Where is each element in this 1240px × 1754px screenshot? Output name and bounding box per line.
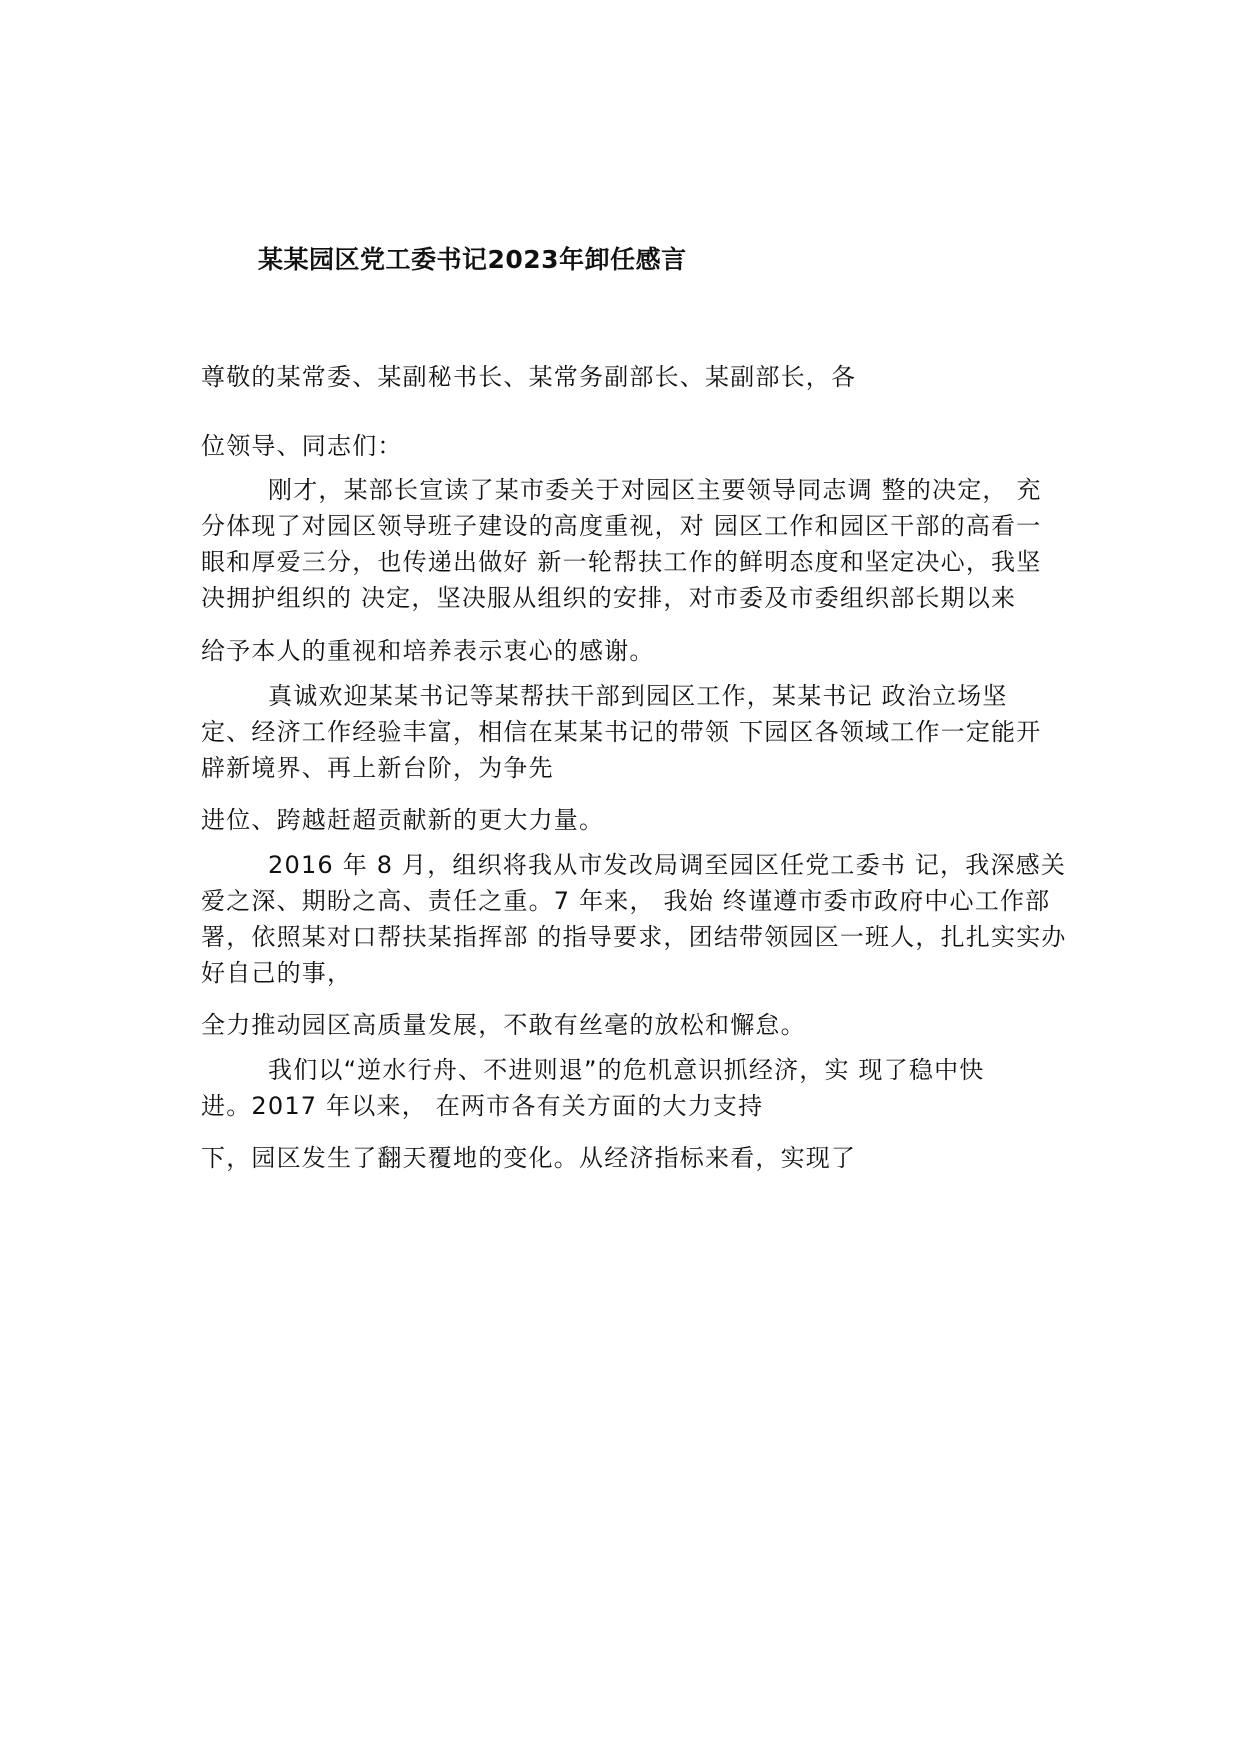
paragraph-line: 给予本人的重视和培养表示衷心的感谢。 [201,637,655,665]
paragraph-line: 2016 年 8 月，组织将我从市发改局调至园区任党工委书 记，我深感关 [268,851,1067,879]
paragraph-line: 眼和厚爱三分，也传递出做好 新一轮帮扶工作的鲜明态度和坚定决心，我坚 [201,548,1042,576]
paragraph-line: 署，依照某对口帮扶某指挥部 的指导要求，团结带领园区一班人，扎扎实实办 [201,923,1067,951]
document-title: 某某园区党工委书记2023年卸任感言 [258,245,687,274]
paragraph-line: 我们以“逆水行舟、不进则退”的危机意识抓经济，实 现了稳中快 [268,1056,985,1084]
paragraph-line: 刚才，某部长宣读了某市委关于对园区主要领导同志调 整的决定， 充 [268,476,1042,504]
paragraph-line: 真诚欢迎某某书记等某帮扶干部到园区工作，某某书记 政治立场坚 [268,682,1008,710]
paragraph-line: 好自己的事， [201,959,353,987]
paragraph-line: 下，园区发生了翻天覆地的变化。从经济指标来看，实现了 [201,1144,857,1172]
paragraph-line: 定、经济工作经验丰富，相信在某某书记的带领 下园区各领域工作一定能开 [201,718,1042,746]
paragraph-line: 决拥护组织的 决定，坚决服从组织的安排，对市委及市委组织部长期以来 [201,584,1017,612]
paragraph-line: 全力推动园区高质量发展，不敢有丝毫的放松和懈怠。 [201,1011,806,1039]
paragraph-line: 爱之深、期盼之高、责任之重。7 年来， 我始 终谨遵市委市政府中心工作部 [201,887,1051,915]
paragraph-line: 进位、跨越赶超贡献新的更大力量。 [201,806,605,834]
salutation-line: 尊敬的某常委、某副秘书长、某常务副部长、某副部长，各 [201,363,857,391]
paragraph-line: 辟新境界、再上新台阶，为争先 [201,754,554,782]
paragraph-line: 分体现了对园区领导班子建设的高度重视，对 园区工作和园区干部的高看一 [201,512,1042,540]
salutation-line: 位领导、同志们： [201,432,403,460]
paragraph-line: 进。2017 年以来， 在两市各有关方面的大力支持 [201,1092,764,1120]
